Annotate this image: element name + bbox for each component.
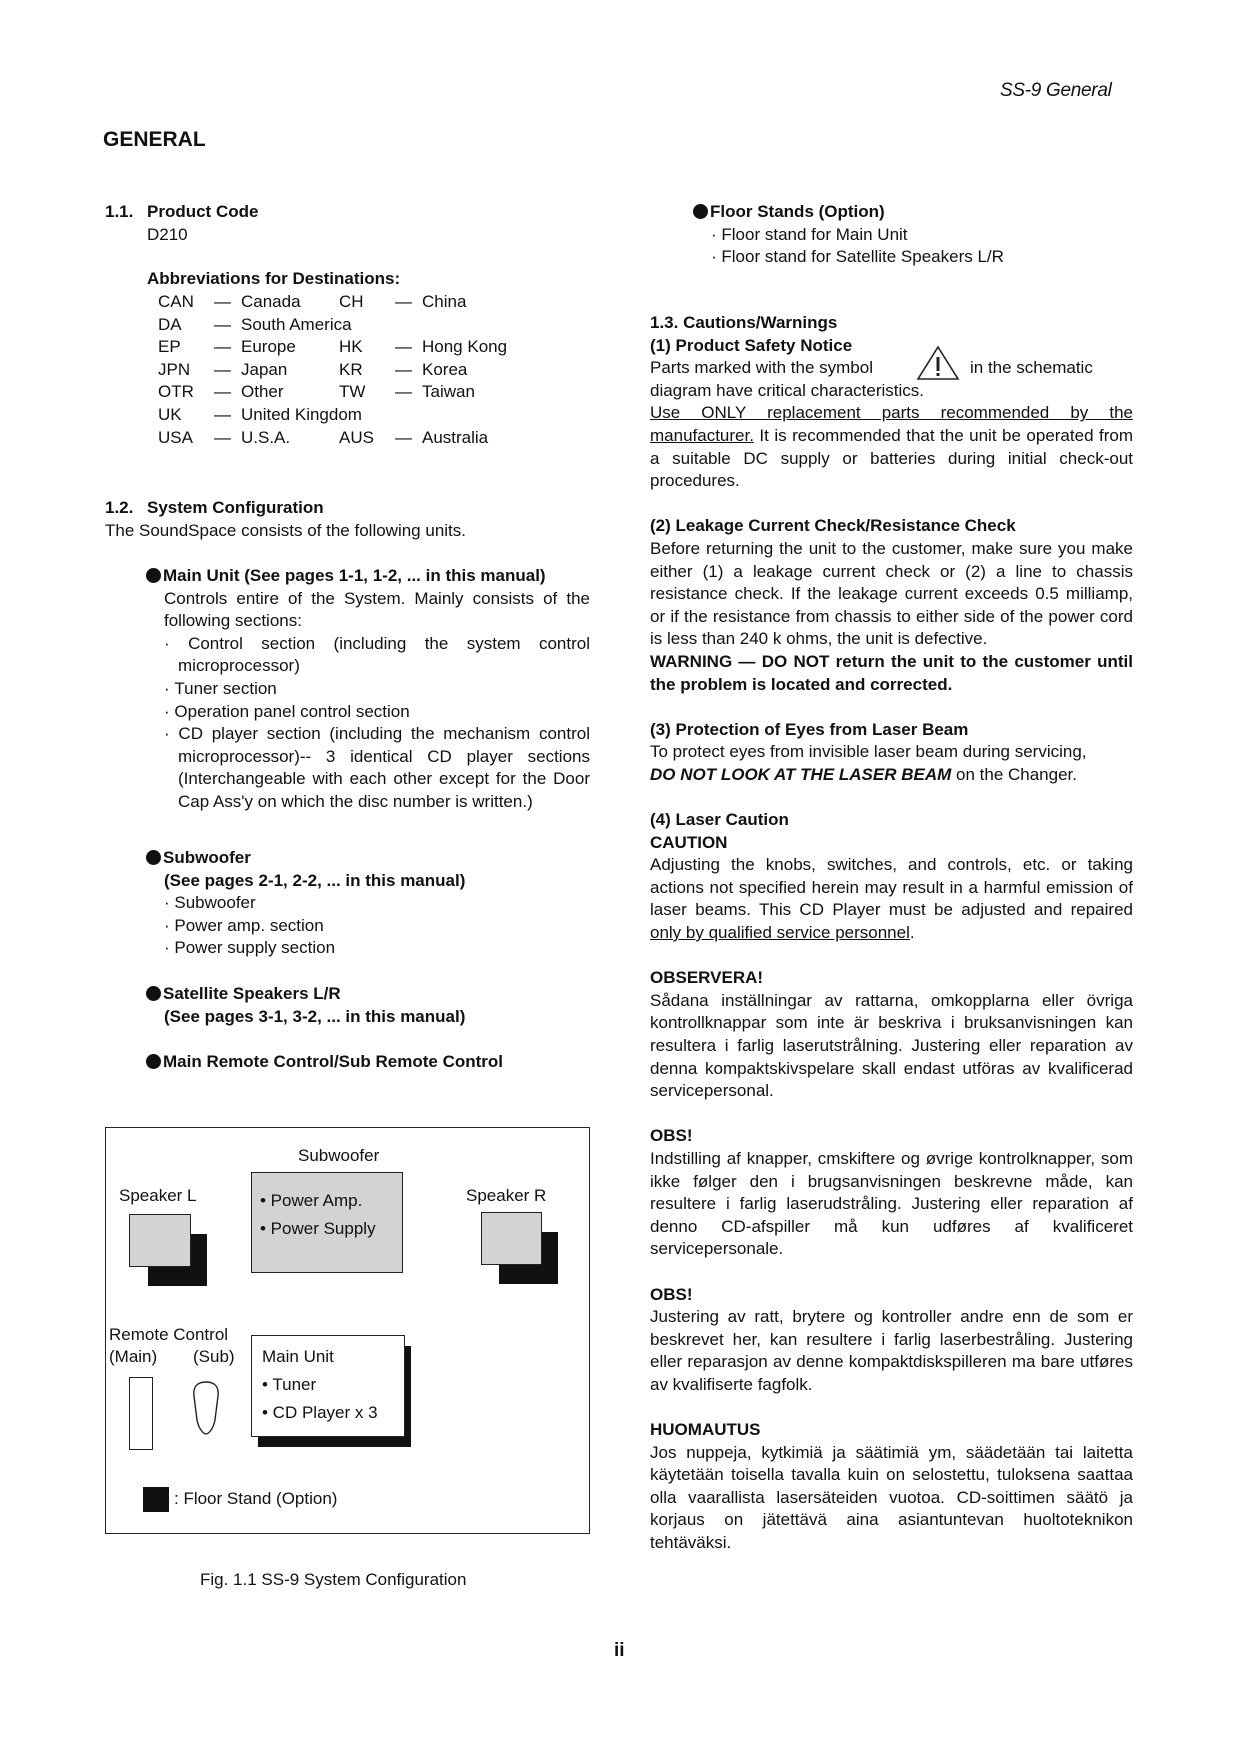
satellite-title: Satellite Speakers L/R: [146, 983, 590, 1006]
subwoofer-block: [146, 847, 590, 960]
list-item: · Floor stand for Satellite Speakers L/R: [711, 247, 1004, 267]
list-item: · Power supply section: [164, 938, 336, 958]
floor-stand-legend-swatch: [143, 1487, 169, 1512]
laser-eyes-heading: (3) Protection of Eyes from Laser Beam: [650, 719, 969, 739]
product-safety-line: Parts marked with the symbol in the schematic: [650, 357, 1133, 380]
abbr-name: Japan: [241, 359, 288, 379]
section-1-3-heading: 1.3. Cautions/Warnings: [650, 313, 838, 332]
abbr-code: CAN: [158, 292, 194, 311]
list-item: · Floor stand for Main Unit: [711, 224, 908, 244]
abbreviation-row: [158, 314, 522, 337]
abbr-dash: —: [214, 382, 231, 402]
diagram-remote-sub-label: (Sub): [193, 1347, 235, 1366]
abbr-dash: —: [395, 359, 412, 379]
danish-heading: OBS!: [650, 1126, 693, 1146]
diagram-subwoofer-box: [251, 1172, 403, 1273]
abbr-code: JPN: [158, 359, 191, 379]
floor-stand-legend-label: : Floor Stand (Option): [174, 1489, 338, 1508]
swedish-text: Sådana inställningar av rattarna, omkopplarna eller övriga kontrollknappar som inte är beskriva i bruksanvisningen kan resultera i farlig laserutstrålning. Justering eller reparation av denna kompaktskivspelare skall endast utföras av kvalificerad servicepersonal.: [650, 990, 1133, 1101]
abbr-dash: —: [395, 382, 412, 402]
list-item: · Operation panel control section: [164, 701, 410, 721]
abbr-dash: —: [214, 337, 231, 357]
abbr-name: Taiwan: [422, 382, 475, 402]
abbr-name: South America: [241, 314, 352, 334]
laser-eyes-warning: DO NOT LOOK AT THE LASER BEAM on the Changer.: [650, 764, 1077, 784]
diagram-remote-label: Remote Control: [109, 1325, 229, 1344]
bullet-icon: [146, 568, 161, 583]
satellite-block: [146, 983, 590, 1028]
diagram-speaker-r-label: Speaker R: [466, 1186, 547, 1205]
norwegian-text: Justering av ratt, brytere og kontroller andre enn de som er beskrevet her, kan resultere i farlig laserbestråling. Justering eller reparasjon av denne kompaktdiskspilleren ma bare utføres av kvalifiserte fagfolk.: [650, 1307, 1133, 1394]
remote-sub-icon: [191, 1380, 221, 1436]
bullet-icon: [146, 850, 161, 865]
diagram-subwoofer-item: • Power Supply: [260, 1219, 376, 1238]
diagram-subwoofer-item: • Power Amp.: [260, 1191, 363, 1210]
abbr-code: EP: [158, 337, 181, 357]
list-item: · Power amp. section: [164, 915, 324, 935]
section-1-1-number: 1.1.: [105, 202, 134, 221]
norwegian-heading: OBS!: [650, 1284, 693, 1304]
abbr-name: Hong Kong: [422, 337, 508, 357]
abbr-dash: —: [214, 359, 231, 379]
diagram-speaker-l-label: Speaker L: [119, 1186, 197, 1205]
abbreviations-table: [158, 291, 522, 449]
floor-stands-block: [693, 201, 1133, 269]
bullet-icon: [146, 1054, 161, 1069]
product-safety-text: Use ONLY replacement parts recommended by the manufacturer. It is recommended that the unit be operated from a suitable DC supply or batteries during initial check-out procedures.: [650, 403, 1133, 491]
abbr-code: UK: [158, 404, 182, 424]
abbr-name: Other: [241, 382, 284, 402]
abbr-name: China: [422, 292, 467, 311]
abbr-code: USA: [158, 427, 193, 447]
abbr-dash: —: [395, 337, 412, 357]
product-safety-heading: (1) Product Safety Notice: [650, 335, 853, 355]
abbreviation-row: [158, 336, 522, 359]
section-1-2-number: 1.2.: [105, 498, 134, 517]
diagram-main-unit-item: • Tuner: [262, 1375, 317, 1394]
list-item: · Subwoofer: [164, 893, 256, 913]
abbr-name: United Kingdom: [241, 404, 362, 424]
main-unit-list: [146, 633, 590, 814]
main-unit-desc: Controls entire of the System. Mainly consists of the following sections:: [164, 588, 590, 631]
abbr-code: KR: [339, 359, 363, 379]
list-item: · Tuner section: [164, 678, 277, 698]
danish-text: Indstilling af knapper, cmskiftere og øvrige kontrolknapper, som ikke følger den i brugsanvisningen beskrevne måde, kan resultere i farlig laserudstråling. Justering eller reparation af denno CD-afspiller må kun udføres af kvalificeret servicepersonale.: [650, 1148, 1133, 1259]
diagram-speaker-l-box: [129, 1214, 191, 1267]
abbr-name: Australia: [422, 427, 489, 447]
system-intro: The SoundSpace consists of the following units.: [105, 521, 466, 540]
abbr-dash: —: [395, 427, 412, 447]
laser-caution-heading: (4) Laser Caution: [650, 810, 789, 830]
list-item: · CD player section (including the mechanism control microprocessor)-- 3 identical CD player sections (Interchangeable with each other except for the Door Cap Ass'y on which the disc number is written.): [164, 724, 590, 811]
abbreviation-row: [158, 404, 522, 427]
abbr-code: TW: [339, 382, 366, 402]
leakage-warning: WARNING — DO NOT return the unit to the customer until the problem is located and corrected.: [650, 651, 1133, 694]
abbr-code: AUS: [339, 427, 374, 447]
abbreviation-row: [158, 291, 522, 314]
diagram-subwoofer-label: Subwoofer: [298, 1146, 380, 1165]
abbr-code: OTR: [158, 382, 194, 402]
abbr-name: Canada: [241, 292, 301, 311]
main-unit-block: [146, 565, 590, 814]
system-configuration-diagram: [105, 1127, 590, 1534]
floor-stands-title: Floor Stands (Option): [693, 201, 1133, 224]
satellite-pages: (See pages 3-1, 3-2, ... in this manual): [164, 1006, 466, 1026]
bullet-icon: [693, 204, 708, 219]
abbr-dash: —: [214, 404, 231, 424]
remote-main-icon: [129, 1377, 153, 1450]
diagram-main-unit-label: Main Unit: [262, 1347, 334, 1366]
laser-caution-text: Adjusting the knobs, switches, and controls, etc. or taking actions not specified herein may result in a harmful emission of laser beams. This CD Player must be adjusted and repaired only by qualified service personnel.: [650, 855, 1133, 943]
abbreviation-row: [158, 381, 522, 404]
finnish-text: Jos nuppeja, kytkimiä ja säätimiä ym, säädetään tai laitetta käytetään toisella tavalla kuin on selostettu, tuloksena saattaa olla vaarallista lasersäteiden vuotoa. CD-soittimen säätö ja korjaus on jätettävä aina asiantuntevan huoltoteknikon tehtäväksi.: [650, 1442, 1133, 1553]
abbr-dash: —: [395, 292, 412, 311]
abbreviation-row: [158, 427, 522, 450]
laser-eyes-text: To protect eyes from invisible laser beam during servicing,: [650, 742, 1087, 762]
abbr-name: Europe: [241, 337, 296, 357]
diagram-main-unit-item: • CD Player x 3: [262, 1403, 378, 1422]
abbr-name: Korea: [422, 359, 468, 379]
section-1-2-heading: System Configuration: [147, 498, 324, 517]
abbr-dash: —: [214, 314, 231, 334]
page-title: GENERAL: [103, 128, 206, 151]
abbr-dash: —: [214, 427, 231, 447]
leakage-text: Before returning the unit to the customer, make sure you make either (1) a leakage current check or (2) a line to chassis resistance check. If the leakage current exceeds 0.5 milliamp, or if the resistance from chassis to either side of the power cord is less than 240 k ohms, the unit is defective.: [650, 538, 1133, 649]
section-1-1-heading: Product Code: [147, 202, 259, 221]
abbr-name: U.S.A.: [241, 427, 291, 447]
abbreviation-row: [158, 359, 522, 382]
abbr-dash: —: [214, 292, 231, 311]
abbr-code: HK: [339, 337, 363, 357]
diagram-main-unit-box: [251, 1335, 405, 1437]
bullet-icon: [146, 986, 161, 1001]
page-number: ii: [614, 1640, 625, 1661]
main-unit-title: Main Unit (See pages 1-1, 1-2, ... in this manual): [146, 565, 590, 588]
warning-triangle-icon: [916, 345, 960, 381]
caution-label: CAUTION: [650, 832, 728, 852]
diagram-remote-main-label: (Main): [109, 1347, 158, 1366]
running-head: SS-9 General: [1000, 80, 1112, 101]
diagram-speaker-r-box: [481, 1212, 542, 1265]
swedish-heading: OBSERVERA!: [650, 968, 764, 988]
list-item: · Control section (including the system control microprocessor): [164, 633, 590, 676]
finnish-heading: HUOMAUTUS: [650, 1420, 761, 1440]
abbr-code: CH: [339, 292, 364, 311]
section-1-3: [650, 312, 1133, 1555]
subwoofer-pages: (See pages 2-1, 2-2, ... in this manual): [164, 870, 466, 890]
product-safety-line: diagram have critical characteristics.: [650, 380, 924, 400]
abbreviations-heading: Abbreviations for Destinations:: [147, 269, 401, 288]
figure-caption: Fig. 1.1 SS-9 System Configuration: [200, 1570, 467, 1589]
remote-title: Main Remote Control/Sub Remote Control: [146, 1051, 503, 1074]
subwoofer-title: Subwoofer: [146, 847, 590, 870]
product-code: D210: [147, 225, 188, 244]
leakage-heading: (2) Leakage Current Check/Resistance Check: [650, 516, 1016, 536]
abbr-code: DA: [158, 314, 182, 334]
